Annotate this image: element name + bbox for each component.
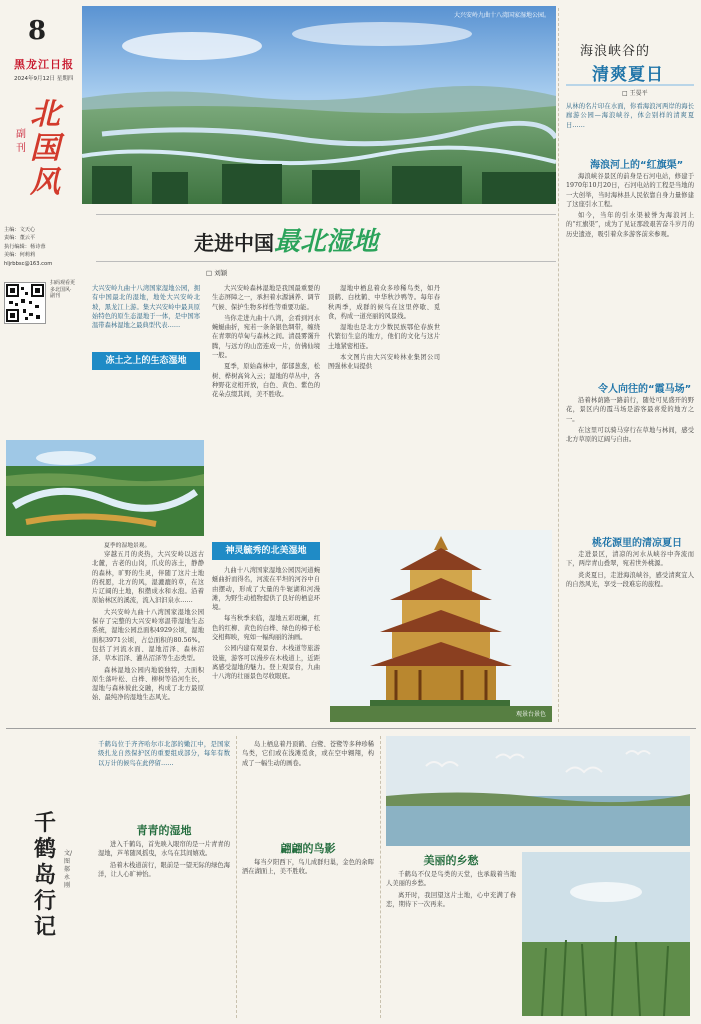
lead-title-prefix: 走进中国 (194, 231, 274, 255)
hero-photo-caption: 大兴安岭九曲十八湾国家湿地公园。 (453, 12, 550, 19)
side-section3-body: 走进景区，清凉的河水从峡谷中奔流而下，两岸青山叠翠，宛若世外桃源。 炎炎夏日，走进海浪峡谷，感受清爽宜人的自然风光，享受一段难忘的旅程。 (566, 551, 694, 588)
bottom-section1-body: 进入千鹤岛，首先映入眼帘的是一片青青的湿地，芦苇随风摇曳，水鸟在其间嬉戏。 沿着木栈道前行，眼前是一望无际的绿色海洋，让人心旷神怡。 (98, 841, 230, 878)
bottom-section2-body-b: 每当夕阳西下，鸟儿成群归巢，金色的余晖洒在湖面上，美不胜收。 (242, 859, 374, 876)
lead-col2: 大兴安岭森林湿地是我国最重要的生态屏障之一，承担着水源涵养、调节气候、保护生物多样性等重要功能。 当你走进九曲十八湾，会看到河水蜿蜒曲折，宛若一条条银色绸带，缠绕在青翠的草甸与森林之间。清晨雾霭升腾，与远方的山峦连成一片，仿佛仙境一般。 夏季，原始森林中，郁郁葱葱，松树、桦树高耸入云；湿地的草丛中，各种野花竞相开放，白色、黄色、紫色的花朵点缀其间，美不胜收。 (212, 285, 320, 399)
wetland-photo-caption: 夏季的湿地景观。 (104, 543, 151, 549)
qr-caption: 扫码观看更多北国风·副刊 (50, 280, 76, 299)
issue-date: 2024年9月12日 (14, 76, 55, 82)
side-section2-head: 令人向往的“霞马场” (598, 384, 692, 395)
side-section3-head: 桃花源里的清凉夏日 (592, 538, 682, 549)
bottom-author: 文/图 郝永刚 (64, 850, 73, 889)
side-author: □ 王晏平 (622, 90, 648, 97)
crane-photo (386, 736, 690, 846)
wetland-photo (6, 440, 204, 536)
bottom-section1-head: 青青的湿地 (136, 824, 192, 837)
bottom-section3-head: 美丽的乡愁 (423, 854, 479, 867)
lead-section1-head: 冻土之上的生态湿地 (92, 352, 200, 370)
lead-author: □ 刘颖 (206, 269, 228, 277)
lead-col1: 穿越五月的炎热，大兴安岭以远古北麓，古老的山岗，爪皮的冻土，静静的森林，旷野的生灵，伴随了这片土地的祝愿，北方的风，湿漉漉的草，在这片辽阔的土地，积攒成水和水泡。沿着原始林区的溪流，流入汩汩泉水…… 大兴安岭九曲十八湾国家湿地公园保存了完整的大兴安岭寒温带湿地生态系统，湿地公园总面积4929公顷，湿地面积3971公顷，占总面积的80.56%。包括了河流水面、湿地沼泽、森林沼泽、草本沼泽、灌丛沼泽等生态类型。 森林湿地公园内地貌独特，大面积原生落叶松、白桦、柳树等沿河生长，湿地与森林彼此交融，构成了北方最原始、最纯净的湿地生态风光。 (92, 551, 204, 702)
paper-name: 黑龙江日报 (14, 58, 74, 71)
reed-photo (522, 852, 690, 1016)
side-section2-body: 沿着林荫路一路前行，随处可见盛开的野花，景区内的霞马场是游客最喜爱的地方之一。 在这里可以骑马穿行在草地与林间，感受北方草原的辽阔与自由。 (566, 397, 694, 444)
lead-col3: 湿地中栖息着众多珍稀鸟类，如丹顶鹤、白枕鹤、中华秋沙鸭等。每年春秋两季，成群的候鸟在这里停歇、觅食，构成一道亮丽的风景线。 湿地也是北方少数民族鄂伦春族世代繁衍生息的地方，他们的文化与这片土地紧密相连。 本文图片由大兴安岭林业集团公司图强林业局提供 (328, 285, 440, 371)
supplement-logo: 北国风 (30, 97, 60, 200)
bottom-intro: 千鹤岛位于齐齐哈尔市北部的嫩江中，是国家级扎龙自然保护区的重要组成部分，每年有数以万计的候鸟在此停留…… (98, 741, 230, 767)
page-number: 8 (28, 16, 47, 46)
side-title-main: 清爽夏日 (592, 65, 664, 85)
supplement-label: 副刊 (16, 129, 26, 154)
side-intro: 从林的名片印在水面，你看海浪河两岸的海长廊游公园—海浪峡谷，体会别样的清爽夏日…… (566, 103, 694, 129)
bottom-section2-head: 翩翩的鸟影 (280, 842, 336, 855)
lead-section2-head: 神灵毓秀的北美湿地 (212, 542, 320, 560)
pagoda-photo (330, 530, 552, 722)
masthead (0, 0, 82, 340)
lead-headline (96, 214, 556, 262)
qr-code[interactable] (4, 282, 46, 324)
credits: 主编：文天心 责编：董云平 执行编辑：杨诗蓉 美编：何莉莉 hljrbbsc@163.com (4, 227, 53, 267)
bottom-title: 千鹤岛行记 (34, 810, 57, 940)
side-section1-head: 海浪河上的“红旗渠” (590, 160, 684, 171)
lead-title-highlight: 最北湿地 (274, 227, 379, 257)
side-title-top: 海浪峡谷的 (580, 44, 651, 59)
lead-col2b: 九曲十八湾国家湿地公园因河道蜿蜒曲折而得名，河流在平坦的河谷中自由摆动，形成了大量的牛轭湖和河漫滩，为野生动植物提供了良好的栖息环境。 每当秋季来临，湿地五彩斑斓，红色的红柳、黄色的白桦、绿色的樟子松交相辉映，宛如一幅绚丽的油画。 公园内建有观景台、木栈道等旅游设施，游客可以漫步在木栈道上，近距离感受湿地的魅力。登上观景台，九曲十八湾的壮丽景色尽收眼底。 (212, 567, 320, 681)
hero-photo (82, 6, 556, 204)
side-section1-body: 海浪峡谷景区的前身是石河电站，修建于1970年10月20日，石河电站的工程是当地的一大创举，当时海林县人民依靠自身力量修建了这座引水工程。 如今，当年的引水渠被誉为海浪河上的“红旗渠”，成为了见证那段艰苦奋斗岁月的历史遗迹，吸引着众多游客前来参观。 (566, 173, 694, 238)
issue-weekday: 星期四 (56, 76, 74, 82)
bottom-section3-body: 千鹤岛不仅是鸟类的天堂，也承载着当地人美丽的乡愁。 离开时，我回望这片土地，心中充满了眷恋，期待下一次再来。 (386, 871, 516, 908)
bottom-section2-body: 岛上栖息着丹顶鹤、白鹭、苍鹭等多种珍稀鸟类，它们或在浅滩觅食，或在空中翱翔，构成了一幅生动的画卷。 (242, 741, 374, 767)
pagoda-photo-caption: 观景台景色 (515, 711, 546, 718)
lead-intro: 大兴安岭九曲十八湾国家湿地公园，拥有中国最北的湿地，地处大兴安岭北坡，黑龙江上游。集大兴安岭中最具原始特色的原生态湿地于一体，是中国寒温带森林湿地之最典型代表…… (92, 285, 200, 330)
